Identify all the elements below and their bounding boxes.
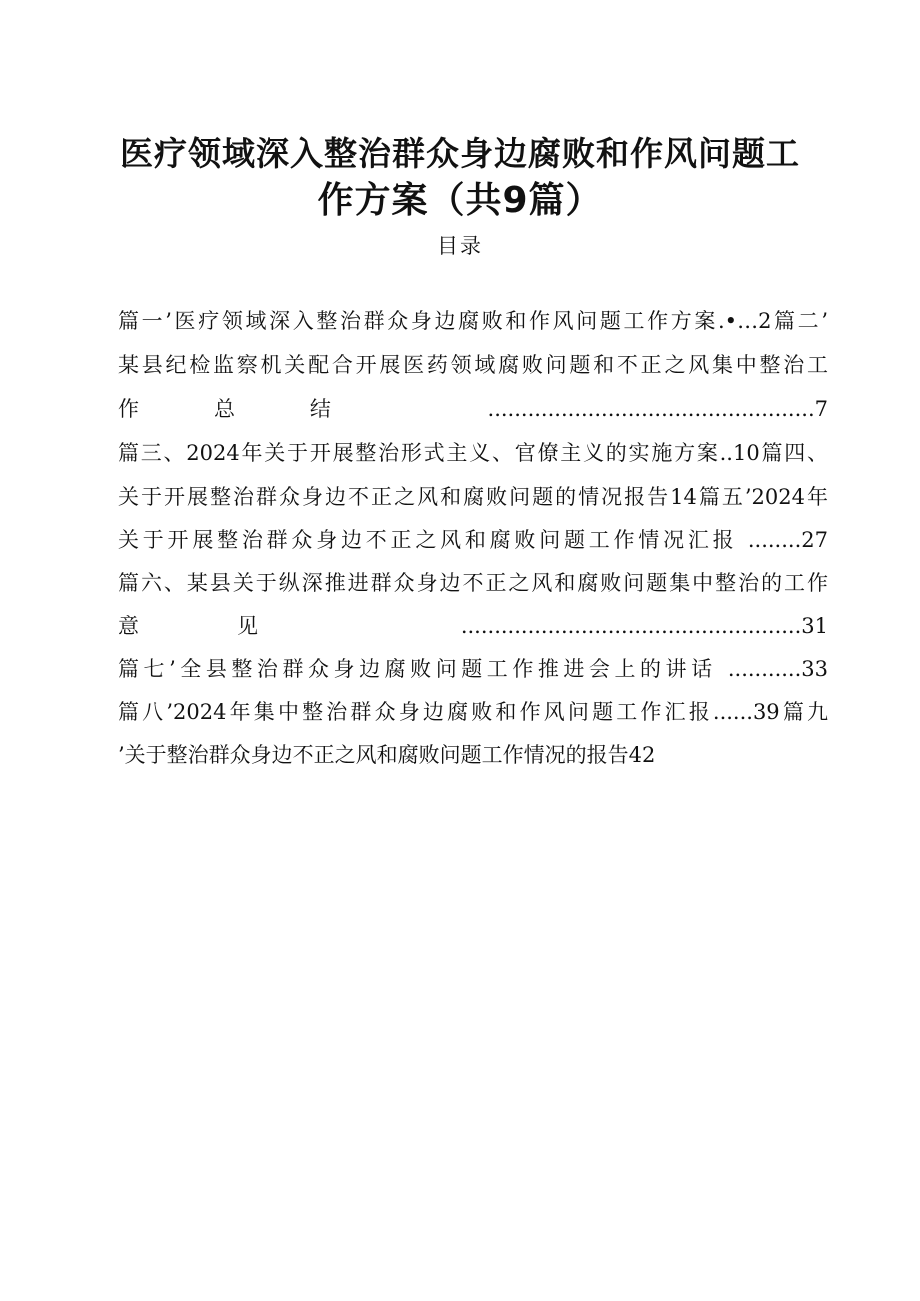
document-title-line-2: 作方案（共9篇）: [317, 180, 603, 221]
toc-line: 篇八’2024年集中整治群众身边腐败和作风问题工作汇报......39篇九: [118, 700, 828, 724]
toc-line: 关于开展整治群众身边不正之风和腐败问题的情况报告14篇五’2024年: [118, 485, 828, 509]
toc-line: 关于开展整治群众身边不正之风和腐败问题工作情况汇报 ........27: [118, 528, 828, 552]
toc-line: 篇三、2024年关于开展整治形式主义、官僚主义的实施方案..10篇四、: [118, 441, 828, 465]
document-title-line-1: 医疗领域深入整治群众身边腐败和作风问题工: [120, 134, 800, 173]
toc-line: 作总结 .................................................7: [118, 397, 828, 421]
toc-line: 意见 ...................................................31: [118, 614, 828, 638]
toc-line: 篇一’医疗领域深入整治群众身边腐败和作风问题工作方案.•…2篇二’: [118, 309, 828, 333]
toc-line: 篇六、某县关于纵深推进群众身边不正之风和腐败问题集中整治的工作: [118, 571, 828, 595]
toc-line: 篇七’全县整治群众身边腐败问题工作推进会上的讲话 ...........33: [118, 657, 828, 681]
toc-line: 某县纪检监察机关配合开展医药领域腐败问题和不正之风集中整治工: [118, 353, 828, 377]
toc-heading: 目录: [437, 234, 483, 258]
toc-line: ’关于整治群众身边不正之风和腐败问题工作情况的报告42: [118, 743, 656, 767]
